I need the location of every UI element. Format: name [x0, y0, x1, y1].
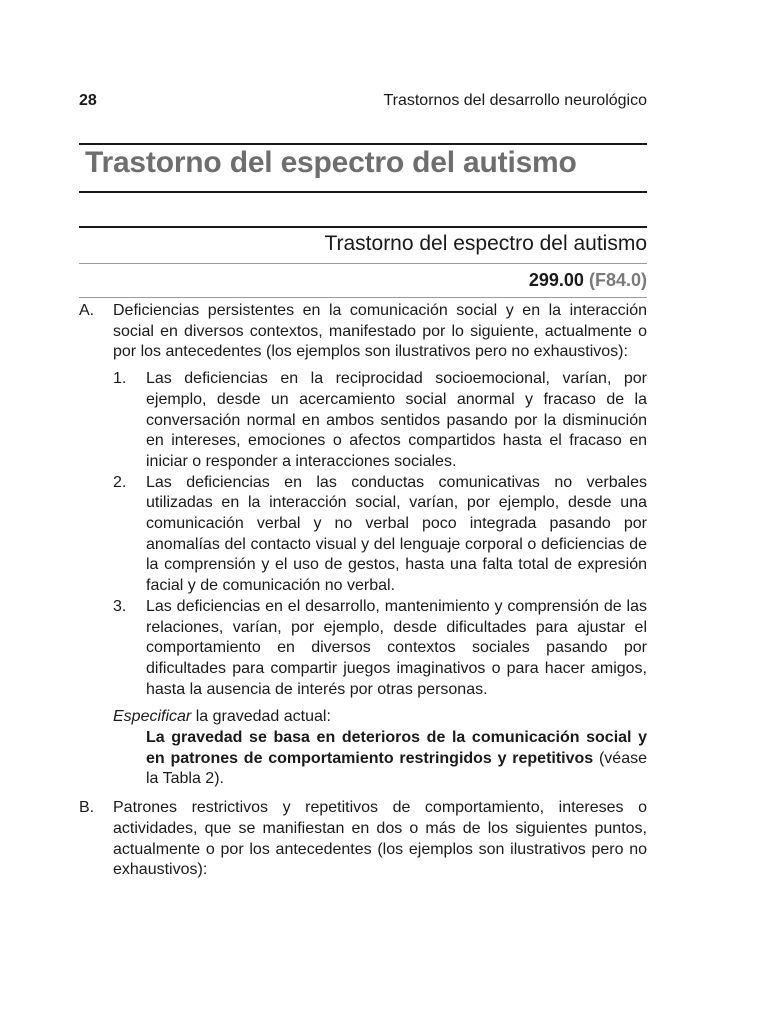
specify-keyword: Especificar [113, 708, 192, 726]
criterion-b-label: B. [79, 799, 95, 817]
severity-note [113, 728, 647, 790]
list-item-number: 2. [113, 473, 127, 491]
dsm-code: 299.00 [528, 270, 584, 290]
chapter-rule-bottom [79, 191, 647, 193]
chapter-title: Trastorno del espectro del autismo [85, 146, 577, 179]
criterion-a-items [113, 369, 647, 700]
list-item-text: Las deficiencias en el desarrollo, mantenimiento y comprensión de las relaciones, varían, por ejemplo, desde dificultades para ajustar el comportamiento en diversos contextos sociales pasando por dificultades para compartir juegos imaginativos o para hacer amigos, hasta la ausencia de interés por otras personas. [146, 597, 647, 698]
icd-code: (F84.0) [588, 270, 647, 290]
section-rule-top [79, 226, 647, 228]
specify-line [113, 707, 647, 728]
running-title: Trastornos del desarrollo neurológico [383, 92, 647, 109]
section-title: Trastorno del espectro del autismo [324, 232, 647, 255]
severity-specifier [113, 707, 647, 790]
list-item-number: 3. [113, 597, 127, 615]
running-header [79, 92, 647, 110]
criteria-body [79, 301, 647, 881]
specify-rest: la gravedad actual: [191, 708, 331, 726]
severity-bold: La gravedad se basa en deterioros de la comunicación social y en patrones de comportamiento restringidos y repetitivos [146, 729, 647, 767]
chapter-rule-top [79, 143, 647, 145]
list-item-text: Las deficiencias en las conductas comunicativas no verbales utilizadas en la interacción social, varían, por ejemplo, desde una comunicación verbal y no verbal poco integrada pasando por anomalías del contacto visual y del lenguaje corporal o deficiencias de la comprensión y el uso de gestos, hasta una falta total de expresión facial y de comunicación no verbal. [146, 473, 647, 595]
page-number: 28 [79, 92, 97, 109]
section-rule-bottom [79, 297, 647, 298]
severity-rest: (véase la Tabla 2). [146, 749, 648, 788]
list-item [113, 473, 647, 597]
section-rule-middle [79, 263, 647, 264]
criterion-b-text: Patrones restrictivos y repetitivos de comportamiento, intereses o actividades, que se manifiestan en dos o más de los siguientes puntos, actualmente o por los antecedentes (los ejemplos son ilustrativos pero no exhaustivos): [113, 799, 647, 879]
criterion-a [79, 301, 647, 790]
list-item-text: Las deficiencias en la reciprocidad socioemocional, varían, por ejemplo, desde un acercamiento social anormal y fracaso de la conversación normal en ambos sentidos pasando por la disminución en intereses, emociones o afectos compartidos hasta el fracaso en iniciar o responder a interacciones sociales. [146, 370, 647, 470]
criterion-a-label: A. [79, 302, 95, 319]
diagnostic-code [529, 270, 647, 291]
list-item [113, 369, 647, 473]
criterion-a-text: Deficiencias persistentes en la comunicación social y en la interacción social en diversos contextos, manifestado por lo siguiente, actualmente o por los antecedentes (los ejemplos son ilustrativos pero no exhaustivos): [113, 302, 647, 361]
list-item [113, 597, 647, 701]
criterion-b [79, 798, 647, 881]
list-item-number: 1. [113, 370, 127, 388]
